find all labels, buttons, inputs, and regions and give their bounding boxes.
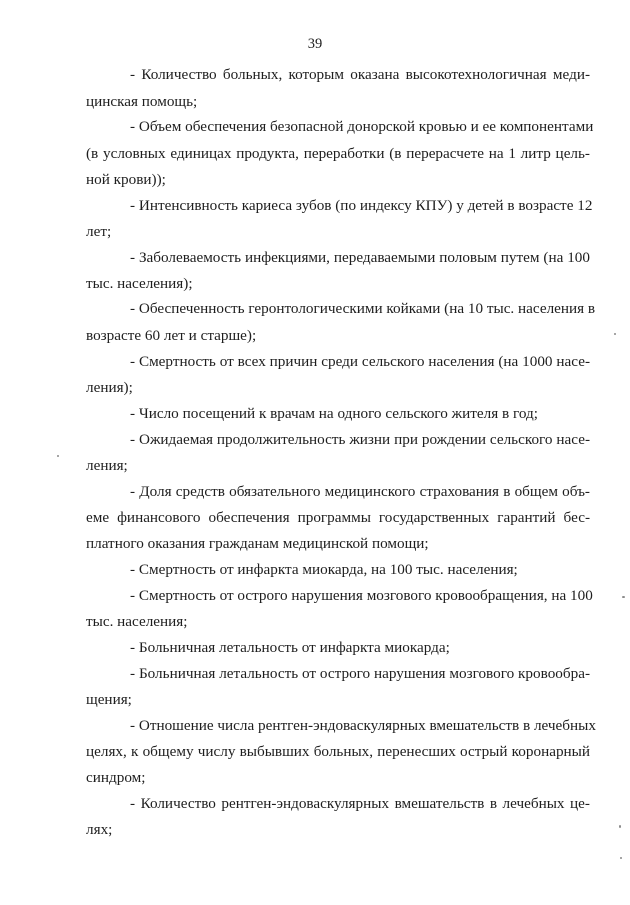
text-line: - Количество рентген-эндоваскулярных вмешательств в лечебных це- [130,795,590,812]
text-line: - Обеспеченность геронтологическими койками (на 10 тыс. населения в [130,300,596,317]
text-line: целях, к общему числу выбывших больных, перенесших острый коронарный [86,743,590,760]
text-line: возрасте 60 лет и старше); [86,327,257,344]
text-line: цинская помощь; [86,93,198,110]
text-line: - Отношение числа рентген-эндоваскулярных вмешательств в лечебных [130,717,596,734]
text-line: платного оказания гражданам медицинской помощи; [86,535,429,552]
text-line: - Больничная летальность от острого нарушения мозгового кровообра- [130,665,590,682]
text-line: синдром; [86,769,146,786]
scan-speck [619,825,621,828]
text-line: - Смертность от инфаркта миокарда, на 100 тыс. населения; [130,561,518,578]
text-line: ления); [86,379,133,396]
text-line: (в условных единицах продукта, переработки (в перерасчете на 1 литр цель- [86,145,590,162]
text-line: - Число посещений к врачам на одного сельского жителя в год; [130,405,538,422]
text-line: - Интенсивность кариеса зубов (по индексу КПУ) у детей в возрасте 12 [130,197,593,214]
text-line: - Доля средств обязательного медицинского страхования в общем объ- [130,483,590,500]
text-line: тыс. населения); [86,275,193,292]
text-line: - Ожидаемая продолжительность жизни при рождении сельского насе- [130,431,590,448]
text-line: лях; [86,821,113,838]
text-line: - Смертность от острого нарушения мозгового кровообращения, на 100 [130,587,593,604]
text-line: - Количество больных, которым оказана высокотехнологичная меди- [130,66,590,83]
scan-speck [57,455,59,457]
text-line: - Смертность от всех причин среди сельского населения (на 1000 насе- [130,353,590,370]
text-line: еме финансового обеспечения программы государственных гарантий бес- [86,509,590,526]
text-line: - Больничная летальность от инфаркта миокарда; [130,639,450,656]
text-line: - Объем обеспечения безопасной донорской кровью и ее компонентами [130,118,594,135]
scan-speck [614,333,616,335]
text-line: ной крови)); [86,171,166,188]
text-line: ления; [86,457,128,474]
scan-speck [620,857,622,859]
scan-speck [622,596,625,598]
text-line: лет; [86,223,112,240]
text-line: щения; [86,691,132,708]
text-line: тыс. населения; [86,613,188,630]
page-number: 39 [307,36,323,52]
text-line: - Заболеваемость инфекциями, передаваемыми половым путем (на 100 [130,249,590,266]
